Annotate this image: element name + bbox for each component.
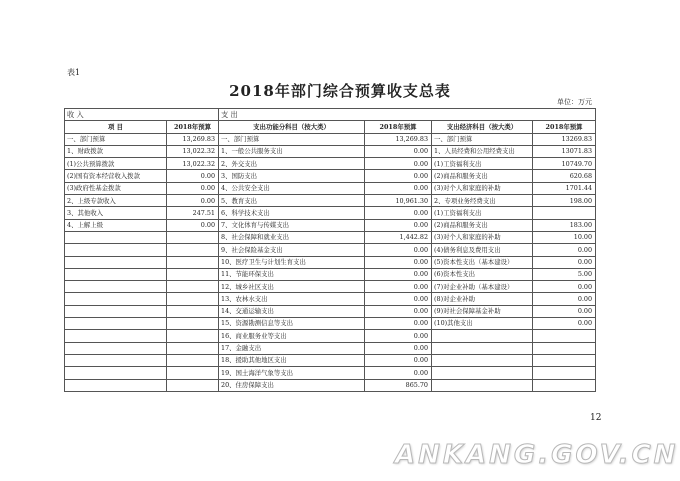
function-amount-cell: 0.00 [365, 367, 432, 379]
expense-section-label: 支 出 [219, 109, 596, 121]
income-amount-cell: 13,022.32 [167, 145, 219, 157]
income-amount-cell: 0.00 [167, 182, 219, 194]
column-header: 项 目 [65, 121, 167, 133]
income-amount-cell: 247.51 [167, 207, 219, 219]
table-row [65, 256, 596, 268]
economic-item-cell [432, 342, 533, 354]
function-item-cell: 10、医疗卫生与计划生育支出 [219, 256, 365, 268]
income-amount-cell [167, 330, 219, 342]
table-row [65, 195, 596, 207]
table-row [65, 379, 596, 391]
income-item-cell [65, 231, 167, 243]
function-item-cell: 4、公共安全支出 [219, 182, 365, 194]
table-row [65, 182, 596, 194]
function-amount-cell: 0.00 [365, 281, 432, 293]
function-item-cell: 1、一般公共服务支出 [219, 145, 365, 157]
function-item-cell: 5、教育支出 [219, 195, 365, 207]
economic-item-cell: (9)对社会保障基金补助 [432, 305, 533, 317]
economic-amount-cell: 5.00 [533, 268, 596, 280]
function-item-cell: 15、资源勘测信息等支出 [219, 318, 365, 330]
economic-item-cell: (1)工资福利支出 [432, 158, 533, 170]
function-amount-cell: 13,269.83 [365, 133, 432, 145]
income-amount-cell: 13,022.32 [167, 158, 219, 170]
function-amount-cell: 0.00 [365, 305, 432, 317]
economic-amount-cell: 1701.44 [533, 182, 596, 194]
income-item-cell: (2)国有资本经营收入拨款 [65, 170, 167, 182]
economic-item-cell: (5)资本性支出（基本建设） [432, 256, 533, 268]
economic-item-cell: 一、部门预算 [432, 133, 533, 145]
economic-item-cell: (8)对企业补助 [432, 293, 533, 305]
income-amount-cell [167, 379, 219, 391]
table-row [65, 145, 596, 157]
income-item-cell [65, 342, 167, 354]
function-amount-cell: 0.00 [365, 244, 432, 256]
column-header: 2018年预算 [533, 121, 596, 133]
economic-item-cell: (1)工资福利支出 [432, 207, 533, 219]
income-item-cell: (3)政府性基金拨款 [65, 182, 167, 194]
function-item-cell: 12、城乡社区支出 [219, 281, 365, 293]
economic-amount-cell: 183.00 [533, 219, 596, 231]
function-item-cell: 18、援助其他地区支出 [219, 354, 365, 366]
table-row [65, 367, 596, 379]
function-item-cell: 14、交通运输支出 [219, 305, 365, 317]
function-amount-cell: 0.00 [365, 182, 432, 194]
economic-item-cell: 1、人员经费和公用经费支出 [432, 145, 533, 157]
function-amount-cell: 0.00 [365, 268, 432, 280]
column-header: 支出经济科目（按大类） [432, 121, 533, 133]
income-item-cell: 1、财政拨款 [65, 145, 167, 157]
table-row [65, 170, 596, 182]
function-item-cell: 9、社会保险基金支出 [219, 244, 365, 256]
income-amount-cell [167, 342, 219, 354]
table-row [65, 305, 596, 317]
table-row [65, 281, 596, 293]
function-item-cell: 11、节能环保支出 [219, 268, 365, 280]
economic-amount-cell: 0.00 [533, 293, 596, 305]
economic-amount-cell [533, 367, 596, 379]
economic-amount-cell: 0.00 [533, 256, 596, 268]
income-amount-cell [167, 354, 219, 366]
section-header-row [65, 109, 596, 121]
function-amount-cell: 0.00 [365, 145, 432, 157]
economic-item-cell: (2)商品和服务支出 [432, 170, 533, 182]
economic-amount-cell: 0.00 [533, 244, 596, 256]
income-amount-cell [167, 318, 219, 330]
income-item-cell [65, 293, 167, 305]
income-item-cell: (1)公共预算拨款 [65, 158, 167, 170]
economic-amount-cell: 10749.70 [533, 158, 596, 170]
income-amount-cell [167, 293, 219, 305]
table-row [65, 354, 596, 366]
table-row [65, 330, 596, 342]
function-item-cell: 19、国土海洋气象等支出 [219, 367, 365, 379]
economic-item-cell [432, 379, 533, 391]
table-number-label: 表1 [67, 68, 81, 77]
table-row [65, 318, 596, 330]
table-row [65, 244, 596, 256]
function-item-cell: 8、社会保障和就业支出 [219, 231, 365, 243]
function-amount-cell: 0.00 [365, 207, 432, 219]
column-header: 2018年预算 [365, 121, 432, 133]
income-section-label: 收 入 [65, 109, 219, 121]
income-amount-cell [167, 281, 219, 293]
income-amount-cell [167, 305, 219, 317]
economic-amount-cell: 13071.83 [533, 145, 596, 157]
function-item-cell: 6、科学技术支出 [219, 207, 365, 219]
economic-amount-cell: 10.00 [533, 231, 596, 243]
economic-amount-cell [533, 330, 596, 342]
income-amount-cell: 13,269.83 [167, 133, 219, 145]
income-item-cell: 2、上级专款收入 [65, 195, 167, 207]
table-row [65, 342, 596, 354]
economic-item-cell: 2、专项业务经费支出 [432, 195, 533, 207]
unit-label: 单位：万元 [557, 98, 592, 106]
function-item-cell: 3、国防支出 [219, 170, 365, 182]
function-item-cell: 7、文化体育与传媒支出 [219, 219, 365, 231]
economic-item-cell: (7)对企业补助（基本建设） [432, 281, 533, 293]
economic-item-cell: (2)商品和服务支出 [432, 219, 533, 231]
function-item-cell: 2、外交支出 [219, 158, 365, 170]
column-header-row [65, 121, 596, 133]
function-item-cell: 17、金融支出 [219, 342, 365, 354]
column-header: 2018年预算 [167, 121, 219, 133]
function-amount-cell: 0.00 [365, 158, 432, 170]
function-amount-cell: 0.00 [365, 256, 432, 268]
site-watermark: ANKANG.GOV.CN [395, 440, 679, 470]
table-row [65, 219, 596, 231]
table-row [65, 231, 596, 243]
income-item-cell [65, 379, 167, 391]
function-amount-cell: 0.00 [365, 293, 432, 305]
table-row [65, 133, 596, 145]
page-number: 12 [590, 413, 602, 423]
income-item-cell [65, 281, 167, 293]
income-item-cell [65, 256, 167, 268]
function-item-cell: 13、农林水支出 [219, 293, 365, 305]
economic-item-cell: (6)资本性支出 [432, 268, 533, 280]
income-item-cell: 一、部门预算 [65, 133, 167, 145]
economic-amount-cell [533, 354, 596, 366]
economic-amount-cell: 198.00 [533, 195, 596, 207]
income-item-cell [65, 305, 167, 317]
function-item-cell: 20、住房保障支出 [219, 379, 365, 391]
income-item-cell: 4、上解上级 [65, 219, 167, 231]
economic-amount-cell: 0.00 [533, 305, 596, 317]
income-item-cell [65, 330, 167, 342]
table-row [65, 158, 596, 170]
economic-item-cell [432, 330, 533, 342]
function-item-cell: 16、商业服务业等支出 [219, 330, 365, 342]
income-amount-cell [167, 268, 219, 280]
economic-amount-cell [533, 342, 596, 354]
economic-item-cell: (10)其他支出 [432, 318, 533, 330]
economic-amount-cell: 13269.83 [533, 133, 596, 145]
economic-amount-cell [533, 379, 596, 391]
economic-item-cell: (3)对个人和家庭的补助 [432, 231, 533, 243]
function-amount-cell: 0.00 [365, 354, 432, 366]
table-row [65, 268, 596, 280]
income-item-cell: 3、其他收入 [65, 207, 167, 219]
income-item-cell [65, 244, 167, 256]
function-amount-cell: 865.70 [365, 379, 432, 391]
function-item-cell: 一、部门预算 [219, 133, 365, 145]
economic-amount-cell [533, 207, 596, 219]
economic-amount-cell: 0.00 [533, 318, 596, 330]
budget-table [64, 108, 596, 392]
function-amount-cell: 1,442.82 [365, 231, 432, 243]
function-amount-cell: 10,961.30 [365, 195, 432, 207]
table-row [65, 293, 596, 305]
budget-table-body [65, 109, 596, 392]
income-amount-cell [167, 256, 219, 268]
economic-item-cell [432, 354, 533, 366]
income-item-cell [65, 354, 167, 366]
function-amount-cell: 0.00 [365, 219, 432, 231]
income-amount-cell: 0.00 [167, 219, 219, 231]
income-amount-cell [167, 231, 219, 243]
economic-amount-cell: 620.68 [533, 170, 596, 182]
income-amount-cell [167, 244, 219, 256]
income-amount-cell: 0.00 [167, 195, 219, 207]
page-title: 2018年部门综合预算收支总表 [229, 82, 451, 100]
economic-amount-cell: 0.00 [533, 281, 596, 293]
function-amount-cell: 0.00 [365, 342, 432, 354]
column-header: 支出功能分科目（按大类） [219, 121, 365, 133]
income-item-cell [65, 367, 167, 379]
economic-item-cell [432, 367, 533, 379]
income-amount-cell: 0.00 [167, 170, 219, 182]
economic-item-cell: (4)债务利息及费用支出 [432, 244, 533, 256]
income-amount-cell [167, 367, 219, 379]
function-amount-cell: 0.00 [365, 170, 432, 182]
function-amount-cell: 0.00 [365, 318, 432, 330]
income-item-cell [65, 318, 167, 330]
table-row [65, 207, 596, 219]
income-item-cell [65, 268, 167, 280]
economic-item-cell: (3)对个人和家庭的补助 [432, 182, 533, 194]
function-amount-cell: 0.00 [365, 330, 432, 342]
